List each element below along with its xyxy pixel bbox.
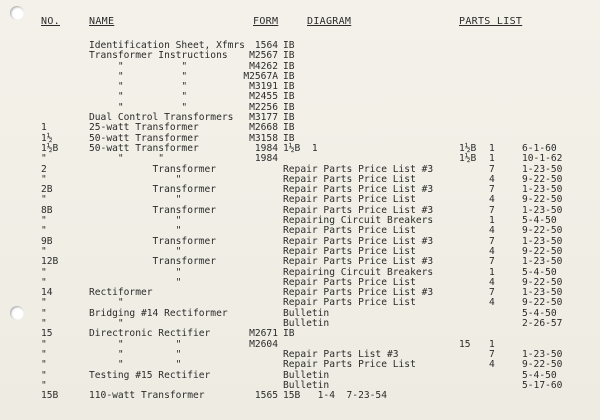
table-row — [0, 257, 600, 267]
item-number: 1½B — [41, 142, 59, 154]
item-date: 1-23-50 — [522, 235, 563, 247]
item-date: 5-17-60 — [522, 379, 563, 391]
item-diagram: IB — [283, 50, 295, 62]
item-diagram: Repair Parts Price List — [283, 297, 416, 309]
item-name: " " — [89, 359, 182, 371]
item-diagram: IB — [283, 91, 295, 103]
item-name: " — [89, 194, 182, 206]
item-diagram: Bulletin — [283, 307, 330, 319]
header-diagram: DIAGRAM — [307, 16, 352, 27]
item-name: Transformer — [89, 163, 217, 175]
item-date: 9-22-50 — [522, 276, 563, 288]
item-form: M2256 — [249, 101, 278, 113]
item-diagram: IB — [283, 112, 295, 124]
item-number: 9B — [41, 235, 53, 247]
item-diagram: IB — [283, 60, 295, 72]
item-parts-list-count: 7 — [489, 204, 495, 216]
item-form: 1565 — [254, 390, 278, 402]
item-diagram: IB — [283, 122, 295, 134]
item-name: Identification Sheet, Xfmrs — [89, 40, 245, 51]
item-name: 50-watt Transformer — [89, 142, 199, 154]
item-parts-list-count: 7 — [489, 184, 495, 196]
item-parts-list-count: 7 — [489, 287, 495, 299]
item-diagram: IB — [283, 81, 295, 93]
item-diagram: IB — [283, 101, 295, 113]
item-name: Dual Control Transformers — [89, 112, 234, 124]
item-parts-list-count: 4 — [489, 225, 495, 237]
item-date: 9-22-50 — [522, 359, 563, 371]
item-date: 1-23-50 — [522, 184, 563, 196]
item-number: " — [41, 379, 47, 391]
item-form: M3177 — [249, 112, 278, 124]
item-parts-list-ref: 15 — [459, 338, 471, 350]
item-date: 1-23-50 — [522, 204, 563, 216]
item-date: 5-4-50 — [522, 307, 557, 319]
punch-hole — [10, 6, 24, 20]
table-row — [0, 391, 600, 401]
item-number: " — [41, 194, 47, 206]
item-diagram: Repair Parts Price List #3 — [283, 204, 434, 216]
item-number: " — [41, 276, 47, 288]
item-diagram: Repair Parts Price List — [283, 276, 416, 288]
item-parts-list-count: 4 — [489, 276, 495, 288]
header-name: NAME — [89, 16, 115, 27]
item-parts-list-ref: 1½B — [459, 142, 477, 154]
item-diagram: Repair Parts Price List #3 — [283, 287, 434, 299]
item-diagram: IB — [283, 132, 295, 144]
item-diagram: Repair Parts List #3 — [283, 348, 399, 360]
item-date: 10-1-62 — [522, 153, 563, 165]
item-parts-list-count: 4 — [489, 194, 495, 206]
item-form: 1984 — [254, 153, 278, 165]
item-name: " " — [89, 60, 188, 72]
item-diagram: Repair Parts Price List — [283, 245, 416, 257]
item-diagram: Bulletin — [283, 318, 330, 330]
item-name: Transformer — [89, 256, 217, 268]
item-diagram: Repair Parts Price List #3 — [283, 235, 434, 247]
item-name: Transformer Instructions — [89, 50, 228, 62]
item-number: 15 — [41, 328, 53, 340]
item-number: " — [41, 225, 47, 237]
item-name: " — [89, 318, 124, 330]
item-name: " " — [89, 101, 188, 113]
item-number: " — [41, 245, 47, 257]
item-name: Bridging #14 Rectiformer — [89, 307, 228, 319]
item-number: " — [41, 215, 47, 227]
item-diagram: IB — [283, 70, 295, 82]
item-name: Testing #15 Rectifier — [89, 369, 211, 381]
item-name: " — [89, 266, 182, 278]
item-date: 9-22-50 — [522, 297, 563, 309]
item-diagram: 1½B 1 — [283, 142, 318, 154]
item-form: M2567 — [249, 50, 278, 62]
item-number: 2B — [41, 184, 53, 196]
item-diagram: Repair Parts Price List #3 — [283, 163, 434, 175]
item-date: 5-4-50 — [522, 369, 557, 381]
item-number: " — [41, 369, 47, 381]
item-form: M2455 — [249, 91, 278, 103]
item-date: 1-23-50 — [522, 287, 563, 299]
item-name: " — [89, 276, 182, 288]
item-diagram: Repair Parts Price List — [283, 359, 416, 371]
item-parts-list-count: 1 — [489, 338, 495, 350]
item-diagram: Repairing Circuit Breakers — [283, 266, 434, 278]
item-diagram: IB — [283, 328, 295, 340]
item-name: Transformer — [89, 204, 217, 216]
item-date: 9-22-50 — [522, 245, 563, 257]
item-name: " — [89, 245, 182, 257]
header-no: NO. — [41, 16, 60, 27]
item-parts-list-ref: 1½B — [459, 153, 477, 165]
item-number: 15B — [41, 390, 59, 402]
item-parts-list-count: 4 — [489, 359, 495, 371]
table-row — [0, 360, 600, 370]
item-parts-list-count: 7 — [489, 163, 495, 175]
item-diagram: IB — [283, 40, 295, 51]
item-date: 9-22-50 — [522, 225, 563, 237]
item-date: 2-26-57 — [522, 318, 563, 330]
item-parts-list-count: 1 — [489, 142, 495, 154]
item-form: M2668 — [249, 122, 278, 134]
item-name: 50-watt Transformer — [89, 132, 199, 144]
item-name: " — [89, 215, 182, 227]
item-date: 9-22-50 — [522, 173, 563, 185]
item-name: " — [89, 173, 182, 185]
item-number: " — [41, 359, 47, 371]
item-form: M2671 — [249, 328, 278, 340]
item-number: 1 — [41, 122, 47, 134]
item-name: " " — [89, 70, 188, 82]
item-diagram: Repair Parts Price List #3 — [283, 184, 434, 196]
item-parts-list-count: 7 — [489, 256, 495, 268]
item-number: " — [41, 173, 47, 185]
item-number: " — [41, 338, 47, 350]
item-form: M3158 — [249, 132, 278, 144]
item-number: " — [41, 153, 47, 165]
item-diagram: Bulletin — [283, 379, 330, 391]
item-number: 12B — [41, 256, 59, 268]
item-date: 9-22-50 — [522, 194, 563, 206]
item-name: Directronic Rectifier — [89, 328, 211, 340]
item-number: 8B — [41, 204, 53, 216]
item-name: Rectiformer — [89, 287, 153, 299]
item-number: 1½ — [41, 132, 53, 144]
item-diagram: 15B 1-4 7-23-54 — [283, 390, 387, 402]
item-parts-list-count: 7 — [489, 235, 495, 247]
item-date: 1-23-50 — [522, 163, 563, 175]
item-form: 1984 — [254, 142, 278, 154]
header-parts-list: PARTS LIST — [459, 16, 523, 27]
item-date: 6-1-60 — [522, 142, 557, 154]
item-name: " " — [89, 91, 188, 103]
item-parts-list-count: 4 — [489, 173, 495, 185]
item-name: " — [89, 297, 124, 309]
item-form: M2567A — [243, 70, 278, 82]
item-name: 25-watt Transformer — [89, 122, 199, 134]
item-number: 14 — [41, 287, 53, 299]
item-number: " — [41, 307, 47, 319]
item-parts-list-count: 7 — [489, 348, 495, 360]
item-diagram: Bulletin — [283, 369, 330, 381]
item-number: " — [41, 348, 47, 360]
item-date: 5-4-50 — [522, 266, 557, 278]
header-form: FORM — [253, 16, 279, 27]
index-table — [0, 41, 600, 401]
item-number: 2 — [41, 163, 47, 175]
item-name: Transformer — [89, 184, 217, 196]
item-form: M3191 — [249, 81, 278, 93]
item-parts-list-count: 4 — [489, 297, 495, 309]
item-name: " " — [89, 81, 188, 93]
item-parts-list-count: 1 — [489, 266, 495, 278]
item-date: 5-4-50 — [522, 215, 557, 227]
item-date: 1-23-50 — [522, 256, 563, 268]
item-parts-list-count: 4 — [489, 245, 495, 257]
item-parts-list-count: 1 — [489, 215, 495, 227]
item-diagram: Repair Parts Price List — [283, 173, 416, 185]
item-date: 1-23-50 — [522, 348, 563, 360]
item-name: " " — [89, 338, 182, 350]
item-name: Transformer — [89, 235, 217, 247]
item-form: M2604 — [249, 338, 278, 350]
item-diagram: Repair Parts Price List — [283, 225, 416, 237]
item-diagram: Repair Parts Price List — [283, 194, 416, 206]
item-name: 110-watt Transformer — [89, 390, 205, 402]
item-name: " " — [89, 153, 165, 165]
item-form: 1564 — [254, 40, 278, 51]
item-diagram: Repairing Circuit Breakers — [283, 215, 434, 227]
item-name: " — [89, 225, 182, 237]
item-number: " — [41, 266, 47, 278]
item-number: " — [41, 297, 47, 309]
item-number: " — [41, 318, 47, 330]
item-name: " " — [89, 348, 182, 360]
item-form: M4262 — [249, 60, 278, 72]
item-parts-list-count: 1 — [489, 153, 495, 165]
item-diagram: Repair Parts Price List #3 — [283, 256, 434, 268]
